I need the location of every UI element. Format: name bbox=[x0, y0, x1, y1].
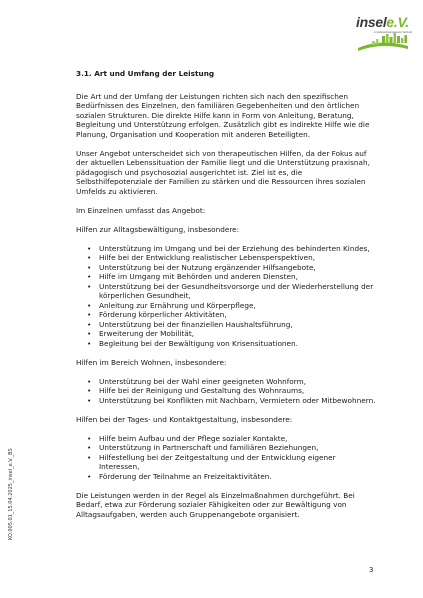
list-item: • Unterstützung bei der Gesundheitsvorsorge und der Wiederherstellung der körperlichen Gesundheit, bbox=[76, 282, 376, 301]
list-item: • Unterstützung im Umgang und bei der Erziehung des behinderten Kindes, bbox=[76, 244, 376, 254]
list-item: • Unterstützung in Partnerschaft und familiären Beziehungen, bbox=[76, 443, 376, 453]
list-item: • Förderung der Teilnahme an Freizeitaktivitäten. bbox=[76, 472, 376, 482]
list-item: • Unterstützung bei der finanziellen Haushaltsführung, bbox=[76, 320, 376, 330]
list-item: • Hilfe beim Aufbau und der Pflege sozialer Kontakte, bbox=[76, 434, 376, 444]
document-code: KO.005.01_15.04.2025_insel_e.V._BS bbox=[8, 448, 14, 540]
list-item: • Hilfe im Umgang mit Behörden und anderen Diensten, bbox=[76, 272, 376, 282]
section-title-wohnen: Hilfen im Bereich Wohnen, insbesondere: bbox=[76, 357, 227, 367]
list-item: • Förderung körperlicher Aktivitäten, bbox=[76, 310, 376, 320]
section-title-tages: Hilfen bei der Tages- und Kontaktgestaltung, insbesondere: bbox=[76, 414, 293, 424]
list-item: • Unterstützung bei der Nutzung ergänzender Hilfsangebote, bbox=[76, 263, 376, 273]
document-body bbox=[76, 69, 376, 529]
list-item: • Hilfestellung bei der Zeitgestaltung und der Entwicklung eigener Interessen, bbox=[76, 453, 376, 472]
list-alltag bbox=[76, 244, 376, 349]
paragraph-closing: Die Leistungen werden in der Regel als Einzelmaßnahmen durchgeführt. Bei Bedarf, etwa zur Förderung sozialer Fähigkeiten oder zur Bewältigung von Alltagsaufgaben, werden auch Gruppenangebote organisiert. bbox=[76, 490, 355, 519]
list-item: • Erweiterung der Mobilität, bbox=[76, 329, 376, 339]
section-heading: 3.1. Art und Umfang der Leistung bbox=[76, 69, 215, 78]
paragraph-intro: Die Art und der Umfang der Leistungen richten sich nach den spezifischen Bedürfnissen des Einzelnen, den familiären Gegebenheiten und den örtlichen sozialen Strukturen. Die direkte Hilfe kann in Form von Anleitung, Beratung, Begleitung und Unterstützung erfolgen. Zusätzlich gibt es indirekte Hilfe wie die Planung, Organisation und Kooperation mit anderen Beteiligten. bbox=[76, 91, 370, 139]
list-item: • Begleitung bei der Bewältigung von Krisensituationen. bbox=[76, 339, 376, 349]
list-wohnen bbox=[76, 377, 376, 406]
offer-intro: Im Einzelnen umfasst das Angebot: bbox=[76, 205, 206, 215]
list-tages bbox=[76, 434, 376, 482]
section-title-alltag: Hilfen zur Alltagsbewältigung, insbesondere: bbox=[76, 224, 240, 234]
list-item: • Hilfe bei der Reinigung und Gestaltung des Wohnraums, bbox=[76, 386, 376, 396]
page-number: 3 bbox=[369, 566, 374, 574]
logo-wordmark: insele.V. bbox=[356, 14, 409, 30]
list-item: • Anleitung zur Ernährung und Körperpflege, bbox=[76, 301, 376, 311]
logo-subtitle: in Gebrauchsanweisung Verbund bbox=[373, 31, 412, 34]
list-item: • Hilfe bei der Entwicklung realistischer Lebensperspektiven, bbox=[76, 253, 376, 263]
list-item: • Unterstützung bei Konflikten mit Nachbarn, Vermietern oder Mitbewohnern. bbox=[76, 396, 376, 406]
paragraph-offer: Unser Angebot unterscheidet sich von therapeutischen Hilfen, da der Fokus auf der aktuellen Lebenssituation der Familie liegt und die Unterstützung praxisnah, pädagogisch und psychosozial ausgerichtet ist. Ziel ist es, die Selbsthilfepotenziale der Familien zu stärken und die Ressourcen ihres sozialen Umfelds zu aktivieren. bbox=[76, 148, 370, 196]
list-item: • Unterstützung bei der Wahl einer geeigneten Wohnform, bbox=[76, 377, 376, 387]
